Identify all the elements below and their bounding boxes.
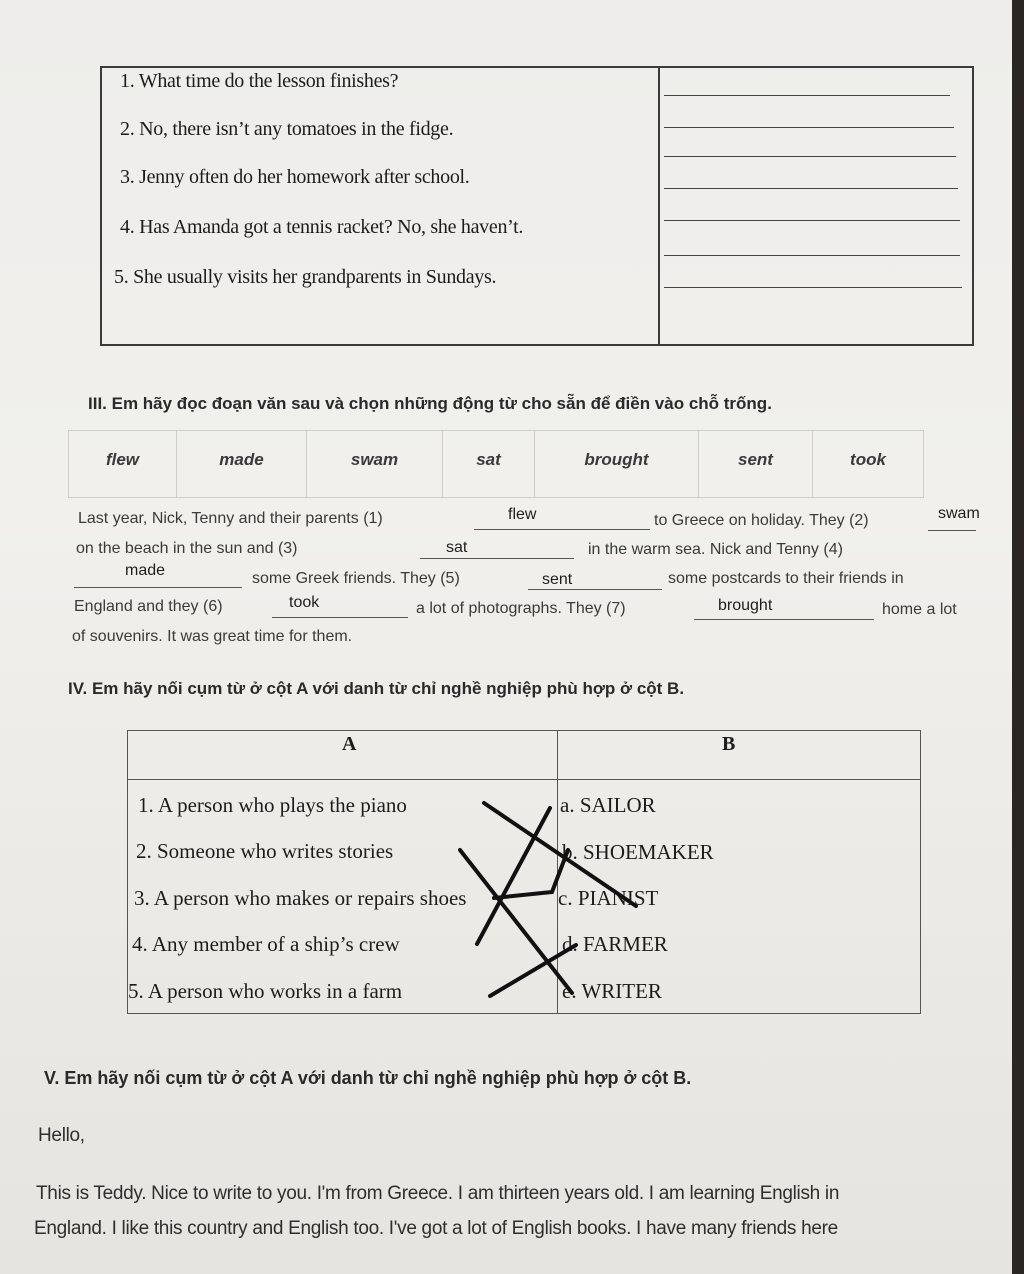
word-bank-item: sat — [443, 431, 535, 497]
answer-line-4[interactable] — [664, 220, 960, 221]
letter-line-1: This is Teddy. Nice to write to you. I'm from Greece. I am thirteen years old. I am learning English in — [36, 1183, 840, 1204]
column-b-item-3: c. PIANIST — [558, 886, 659, 910]
answer-7: brought — [718, 597, 773, 614]
answer-2: swam — [938, 505, 980, 522]
paragraph-line-5: of souvenirs. It was great time for them. — [72, 628, 353, 645]
blank-2[interactable] — [928, 530, 976, 531]
paragraph-line-3a: some Greek friends. They (5) — [252, 570, 460, 587]
paragraph-line-2b: in the warm sea. Nick and Tenny (4) — [588, 541, 843, 558]
column-a-header: A — [342, 733, 357, 755]
column-a-item-1: 1. A person who plays the piano — [138, 793, 407, 817]
blank-7[interactable] — [694, 619, 874, 620]
blank-3[interactable] — [420, 558, 574, 559]
blank-1[interactable] — [474, 529, 650, 530]
column-b-header: B — [722, 733, 736, 755]
error-item-5: 5. She usually visits her grandparents in Sundays. — [114, 266, 497, 288]
answer-line-1[interactable] — [664, 95, 950, 96]
section-3-heading: III. Em hãy đọc đoạn văn sau và chọn những động từ cho sẵn để điền vào chỗ trống. — [88, 394, 772, 413]
answer-line-2[interactable] — [664, 127, 954, 128]
error-item-4: 4. Has Amanda got a tennis racket? No, she haven’t. — [120, 216, 524, 238]
word-bank-item: flew — [69, 431, 177, 497]
column-a-item-5: 5. A person who works in a farm — [128, 979, 403, 1003]
error-correction-table — [100, 66, 974, 346]
paragraph-line-1a: Last year, Nick, Tenny and their parents (1) — [78, 510, 383, 527]
answer-1: flew — [508, 506, 537, 523]
header-divider — [128, 779, 920, 780]
column-a-item-4: 4. Any member of a ship’s crew — [132, 932, 400, 956]
answer-5: sent — [542, 571, 573, 588]
column-b-item-1: a. SAILOR — [560, 793, 656, 817]
section-4-heading: IV. Em hãy nối cụm từ ở cột A với danh từ chỉ nghề nghiệp phù hợp ở cột B. — [68, 679, 685, 698]
answer-4: made — [125, 562, 166, 579]
word-bank-item: made — [177, 431, 307, 497]
answer-3: sat — [446, 539, 468, 556]
table-divider — [658, 68, 660, 344]
answer-line-4b[interactable] — [664, 255, 960, 256]
word-bank-item: swam — [307, 431, 443, 497]
paragraph-line-1b: to Greece on holiday. They (2) — [654, 512, 869, 529]
word-bank — [68, 430, 924, 498]
error-item-3: 3. Jenny often do her homework after school. — [120, 166, 470, 188]
paragraph-line-2a: on the beach in the sun and (3) — [76, 540, 298, 557]
word-bank-item: sent — [699, 431, 813, 497]
column-a-item-2: 2. Someone who writes stories — [136, 839, 394, 863]
blank-5[interactable] — [528, 589, 662, 590]
answer-line-2b[interactable] — [664, 156, 956, 157]
word-bank-item: took — [850, 450, 886, 469]
error-item-1: 1. What time do the lesson finishes? — [120, 70, 399, 92]
paragraph-line-4b: a lot of photographs. They (7) — [416, 600, 626, 617]
letter-greeting: Hello, — [38, 1125, 85, 1146]
blank-4[interactable] — [74, 587, 242, 588]
word-bank-item: brought — [535, 431, 699, 497]
column-divider — [557, 731, 558, 1013]
paragraph-line-4c: home a lot — [882, 601, 957, 618]
letter-line-2: England. I like this country and English too. I've got a lot of English books. I have many friends here — [34, 1218, 838, 1239]
answer-line-5[interactable] — [664, 287, 962, 288]
column-b-item-5: e. WRITER — [562, 979, 662, 1003]
section-5-heading: V. Em hãy nối cụm từ ở cột A với danh từ chỉ nghề nghiệp phù hợp ở cột B. — [44, 1068, 692, 1088]
error-item-2: 2. No, there isn’t any tomatoes in the fidge. — [120, 118, 454, 140]
answer-line-3[interactable] — [664, 188, 958, 189]
matching-table — [127, 730, 921, 1014]
column-b-item-2: b. SHOEMAKER — [562, 840, 714, 864]
column-b-item-4: d. FARMER — [562, 932, 668, 956]
paragraph-line-4a: England and they (6) — [74, 598, 223, 615]
paragraph-line-3b: some postcards to their friends in — [668, 570, 904, 587]
blank-6[interactable] — [272, 617, 408, 618]
answer-6: took — [289, 594, 320, 611]
column-a-item-3: 3. A person who makes or repairs shoes — [134, 886, 467, 910]
